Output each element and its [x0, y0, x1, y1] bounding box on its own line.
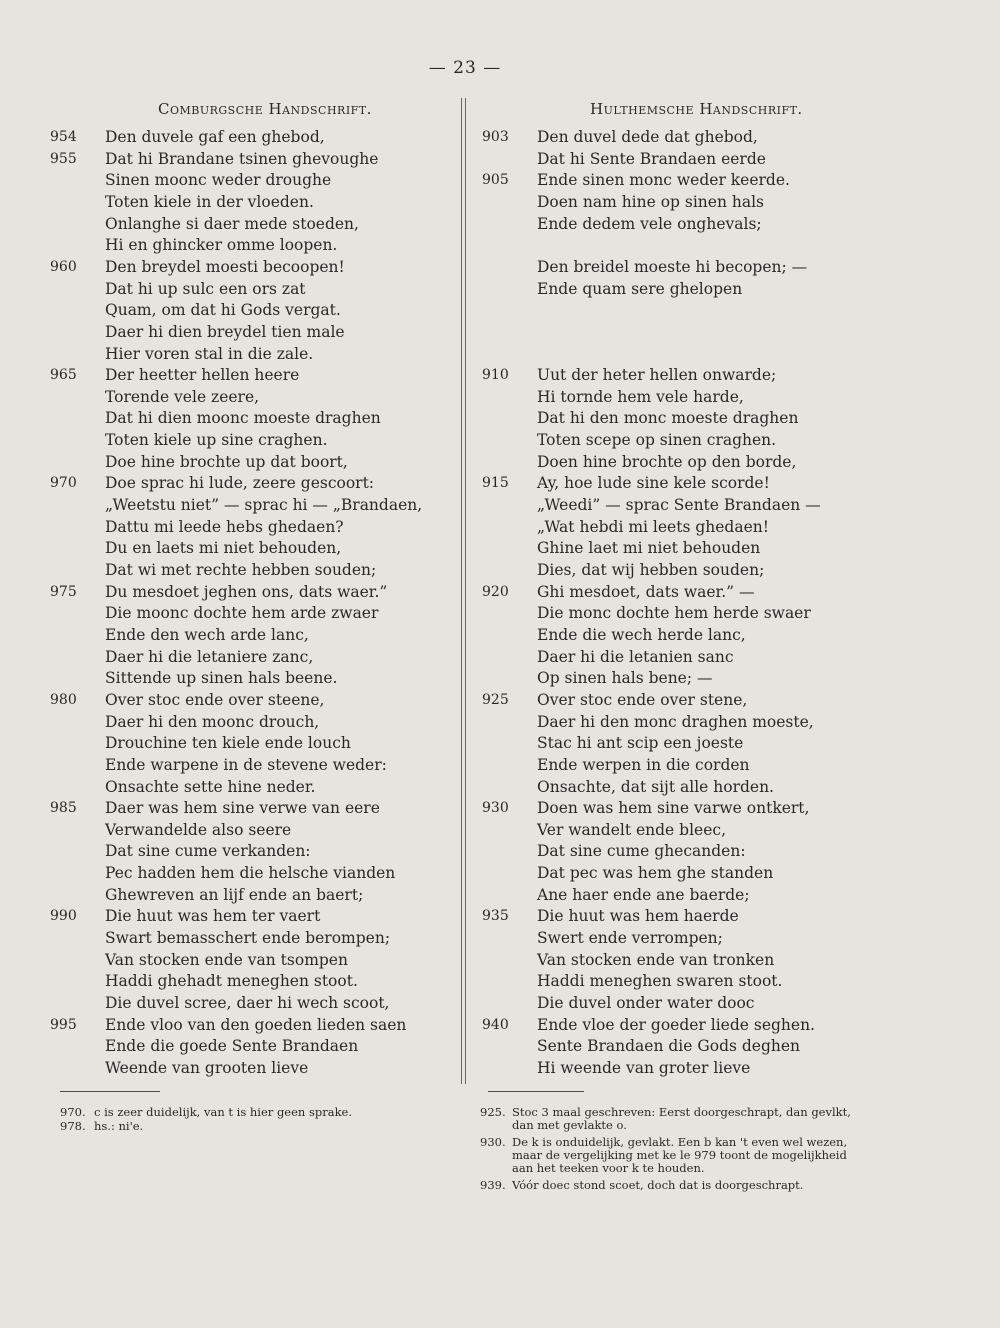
verse-text: Den duvel dede dat ghebod, [537, 128, 758, 146]
verse-line [482, 537, 882, 559]
verse-line [50, 862, 450, 884]
verse-line [50, 429, 450, 451]
footnote [480, 1179, 870, 1192]
verse-text: Ende den wech arde lanc, [105, 625, 309, 644]
verse-number: 903 [482, 129, 509, 145]
verse-number: 920 [482, 583, 509, 600]
verse-line [482, 451, 882, 473]
verse-text: Onsachte sette hine neder. [105, 777, 316, 796]
verse-line [50, 1014, 450, 1036]
verse-text: Dat hi Brandane tsinen ghevoughe [105, 149, 379, 168]
verse-line [50, 516, 450, 538]
verse-line [482, 191, 882, 213]
footnote [60, 1120, 450, 1133]
verse-text: Daer hi dien breydel tien male [105, 322, 345, 341]
right-footnote-rule [488, 1091, 584, 1092]
verse-text: Hier voren stal in die zale. [105, 344, 314, 363]
verse-line [482, 689, 882, 711]
verse-line [482, 1057, 882, 1079]
verse-line [50, 364, 450, 386]
verse-text: Ghine laet mi niet behouden [537, 539, 761, 558]
verse-line [50, 949, 450, 971]
verse-text: Toten kiele up sine craghen. [105, 431, 328, 450]
verse-number: 905 [482, 172, 509, 189]
verse-text: Dattu mi leede hebs ghedaen? [105, 517, 344, 536]
verse-text: Ay, hoe lude sine kele scorde! [537, 474, 770, 493]
verse-text: Toten scepe op sinen craghen. [537, 431, 777, 450]
footnote-ref: 925. [480, 1105, 506, 1119]
verse-line [482, 494, 882, 516]
verse-text: Die huut was hem ter vaert [105, 907, 321, 926]
verse-line [482, 862, 882, 884]
verse-line [50, 602, 450, 624]
verse-line [50, 1035, 450, 1057]
verse-text: Uut der heter hellen onwarde; [537, 366, 777, 385]
verse-line [482, 126, 882, 148]
verse-line [50, 472, 450, 494]
verse-line [50, 840, 450, 862]
verse-line [50, 299, 450, 321]
verse-line [482, 970, 882, 992]
verse-line [482, 516, 882, 538]
verse-text: Swart bemasschert ende berompen; [105, 929, 391, 948]
verse-text: Van stocken ende van tronken [537, 950, 775, 969]
verse-line [50, 624, 450, 646]
verse-line [50, 494, 450, 516]
verse-number: 954 [50, 129, 77, 145]
verse-line [482, 992, 882, 1014]
verse-text: Weende van grooten lieve [105, 1058, 309, 1077]
verse-number: 955 [50, 150, 77, 167]
verse-line [482, 949, 882, 971]
verse-text: Doen hine brochte op den borde, [537, 452, 797, 471]
verse-text: Van stocken ende van tsompen [105, 950, 348, 969]
footnote-text: hs.: ni'e. [94, 1119, 144, 1133]
verse-text: Quam, om dat hi Gods vergat. [105, 301, 341, 320]
verse-number: 985 [50, 800, 77, 817]
verse-text: Dies, dat wij hebben souden; [537, 561, 765, 579]
verse-line [50, 970, 450, 992]
verse-text: Daer hi die letanien sanc [537, 647, 734, 666]
verse-text: Doen was hem sine varwe ontkert, [537, 799, 810, 818]
verse-text: Hi en ghincker omme loopen. [105, 236, 338, 255]
verse-line [482, 819, 882, 841]
verse-line [50, 559, 450, 581]
verse-text: Haddi ghehadt meneghen stoot. [105, 972, 358, 991]
verse-line [482, 169, 882, 191]
verse-line [50, 537, 450, 559]
verse-text: Ende warpene in de stevene weder: [105, 755, 387, 774]
verse-number: 935 [482, 908, 509, 925]
verse-line [482, 711, 882, 733]
footnote-ref: 939. [480, 1178, 506, 1192]
footnote-ref: 930. [480, 1135, 506, 1149]
verse-text: Ghewreven an lijf ende an baert; [105, 885, 364, 904]
verse-text: Daer hi die letaniere zanc, [105, 647, 314, 666]
verse-text: Ane haer ende ane baerde; [537, 885, 750, 904]
verse-text: Du mesdoet jeghen ons, dats waer.” [105, 582, 388, 601]
footnote-text: Stoc 3 maal geschreven: Eerst doorgeschrapt, dan gevlkt, dan met gevlakte o. [512, 1105, 851, 1132]
column-divider [461, 98, 466, 1084]
verse-text: Swert ende verrompen; [537, 929, 723, 948]
verse-text: Onlanghe si daer mede stoeden, [105, 214, 359, 233]
verse-line [482, 148, 882, 170]
verse-line [50, 343, 450, 365]
verse-text: Die duvel onder water dooc [537, 994, 755, 1012]
verse-text: Dat hi Sente Brandaen eerde [537, 149, 766, 168]
left-footnote-rule [60, 1091, 160, 1092]
verse-text: Sittende up sinen hals beene. [105, 669, 338, 688]
verse-line [482, 256, 882, 278]
verse-line [482, 732, 882, 754]
verse-line [50, 711, 450, 733]
verse-line [482, 667, 882, 689]
verse-text: Stac hi ant scip een joeste [537, 734, 744, 753]
verse-line [482, 559, 882, 581]
verse-number: 910 [482, 367, 509, 384]
verse-text: Ende die wech herde lanc, [537, 625, 746, 644]
verse-line [50, 1057, 450, 1079]
left-column-heading: Comburgsche Handschrift. [158, 100, 372, 118]
verse-text: Ende vloo van den goeden lieden saen [105, 1015, 407, 1034]
verse-text: „Weetstu niet” — sprac hi — „Brandaen, [105, 496, 423, 515]
verse-line [50, 819, 450, 841]
verse-text: Sente Brandaen die Gods deghen [537, 1037, 801, 1056]
verse-line [50, 754, 450, 776]
verse-text: Doen nam hine op sinen hals [537, 192, 765, 211]
verse-line [50, 126, 450, 148]
verse-text: Die moonc dochte hem arde zwaer [105, 604, 379, 623]
verse-text: Pec hadden hem die helsche vianden [105, 864, 396, 883]
verse-line [50, 927, 450, 949]
verse-line [482, 840, 882, 862]
verse-text: Over stoc ende over steene, [105, 690, 325, 709]
verse-line [50, 732, 450, 754]
verse-text: Op sinen hals bene; — [537, 669, 713, 688]
verse-text: Dat hi dien moonc moeste draghen [105, 409, 381, 428]
verse-line [50, 797, 450, 819]
verse-text: Ende werpen in die corden [537, 755, 750, 774]
verse-text: „Wat hebdi mi leets ghedaen! [537, 517, 769, 536]
verse-number: 915 [482, 475, 509, 492]
left-footnotes [60, 1106, 450, 1134]
verse-line [50, 581, 450, 603]
verse-text: Ghi mesdoet, dats waer.” — [537, 582, 755, 601]
verse-text: Dat sine cume verkanden: [105, 842, 311, 861]
verse-text: Drouchine ten kiele ende louch [105, 734, 351, 753]
verse-line [50, 689, 450, 711]
verse-line [50, 386, 450, 408]
verse-text: Die monc dochte hem herde swaer [537, 604, 811, 623]
verse-text: „Weedi” — sprac Sente Brandaen — [537, 496, 821, 515]
verse-line [482, 364, 882, 386]
verse-line [482, 386, 882, 408]
verse-line [482, 646, 882, 668]
right-column-heading: Hulthemsche Handschrift. [590, 100, 803, 118]
verse-text: Dat hi up sulc een ors zat [105, 279, 306, 298]
verse-number: 940 [482, 1016, 509, 1033]
verse-number: 970 [50, 475, 77, 492]
verse-number: 960 [50, 258, 77, 275]
verse-line [482, 581, 882, 603]
verse-text: Ende sinen monc weder keerde. [537, 171, 790, 190]
verse-line [50, 646, 450, 668]
verse-line [482, 472, 882, 494]
verse-line [50, 992, 450, 1014]
verse-text: Den breydel moesti becoopen! [105, 257, 345, 276]
verse-text: Die duvel scree, daer hi wech scoot, [105, 994, 390, 1012]
verse-text: Ende dedem vele onghevals; [537, 214, 762, 233]
verse-line [50, 451, 450, 473]
verse-line [482, 429, 882, 451]
footnote-ref: 970. [60, 1105, 86, 1119]
verse-text: Hi weende van groter lieve [537, 1058, 751, 1077]
verse-line [482, 1035, 882, 1057]
verse-number: 990 [50, 908, 77, 925]
verse-text: Die huut was hem haerde [537, 907, 739, 926]
verse-line [50, 148, 450, 170]
verse-text: Ende vloe der goeder liede seghen. [537, 1015, 815, 1034]
footnote [480, 1106, 870, 1132]
verse-line [482, 213, 882, 235]
verse-line [482, 797, 882, 819]
verse-line [50, 905, 450, 927]
right-footnotes [480, 1106, 870, 1196]
verse-line [482, 754, 882, 776]
verse-line [50, 407, 450, 429]
verse-number: 980 [50, 691, 77, 708]
verse-line [50, 278, 450, 300]
verse-text: Daer hi den moonc drouch, [105, 712, 320, 731]
verse-line [50, 256, 450, 278]
verse-line [482, 927, 882, 949]
verse-text: Dat sine cume ghecanden: [537, 842, 746, 861]
verse-text: Daer was hem sine verwe van eere [105, 799, 380, 818]
verse-text: Den breidel moeste hi becopen; — [537, 257, 808, 276]
verse-line [50, 667, 450, 689]
verse-text: Du en laets mi niet behouden, [105, 539, 342, 558]
verse-line [482, 624, 882, 646]
verse-text: Ver wandelt ende bleec, [537, 820, 726, 839]
verse-text: Ende quam sere ghelopen [537, 279, 743, 298]
verse-line [50, 884, 450, 906]
verse-text: Torende vele zeere, [105, 387, 260, 406]
footnote-text: c is zeer duidelijk, van t is hier geen sprake. [94, 1105, 353, 1119]
verse-number: 965 [50, 367, 77, 384]
verse-text: Hi tornde hem vele harde, [537, 387, 744, 406]
verse-text: Daer hi den monc draghen moeste, [537, 712, 814, 731]
verse-text: Haddi meneghen swaren stoot. [537, 972, 783, 991]
verse-line [50, 213, 450, 235]
verse-text: Onsachte, dat sijt alle horden. [537, 777, 774, 796]
verse-text: Over stoc ende over stene, [537, 690, 748, 709]
footnote-text: De k is onduidelijk, gevlakt. Een b kan 't even wel wezen, maar de vergelijking met ke le 979 toont de mogelijkheid aan het teeken voor k te houden. [512, 1135, 848, 1175]
footnote-ref: 978. [60, 1119, 86, 1133]
verse-line [482, 602, 882, 624]
verse-text: Dat pec was hem ghe standen [537, 864, 774, 883]
verse-text: Den duvele gaf een ghebod, [105, 128, 325, 146]
page-number: — 23 — [428, 58, 502, 78]
verse-line [482, 278, 882, 300]
footnote [60, 1106, 450, 1119]
verse-number: 930 [482, 800, 509, 817]
verse-line [50, 321, 450, 343]
verse-line [482, 776, 882, 798]
verse-line [482, 1014, 882, 1036]
verse-text: Der heetter hellen heere [105, 366, 300, 385]
verse-text: Doe sprac hi lude, zeere gescoort: [105, 474, 375, 493]
verse-number: 925 [482, 691, 509, 708]
verse-text: Sinen moonc weder droughe [105, 171, 332, 190]
verse-number: 995 [50, 1016, 77, 1033]
footnote [480, 1136, 870, 1175]
verse-text: Dat hi den monc moeste draghen [537, 409, 799, 428]
verse-line [50, 191, 450, 213]
verse-text: Doe hine brochte up dat boort, [105, 452, 348, 471]
verse-line [482, 905, 882, 927]
verse-line [482, 884, 882, 906]
footnote-text: Vóór doec stond scoet, doch dat is doorgeschrapt. [512, 1178, 804, 1192]
verse-line [50, 169, 450, 191]
verse-text: Toten kiele in der vloeden. [105, 192, 314, 211]
verse-line [50, 776, 450, 798]
verse-number: 975 [50, 583, 77, 600]
verse-line [50, 234, 450, 256]
verse-text: Verwandelde also seere [105, 820, 292, 839]
verse-line [482, 407, 882, 429]
verse-text: Dat wi met rechte hebben souden; [105, 561, 377, 579]
verse-text: Ende die goede Sente Brandaen [105, 1037, 359, 1056]
